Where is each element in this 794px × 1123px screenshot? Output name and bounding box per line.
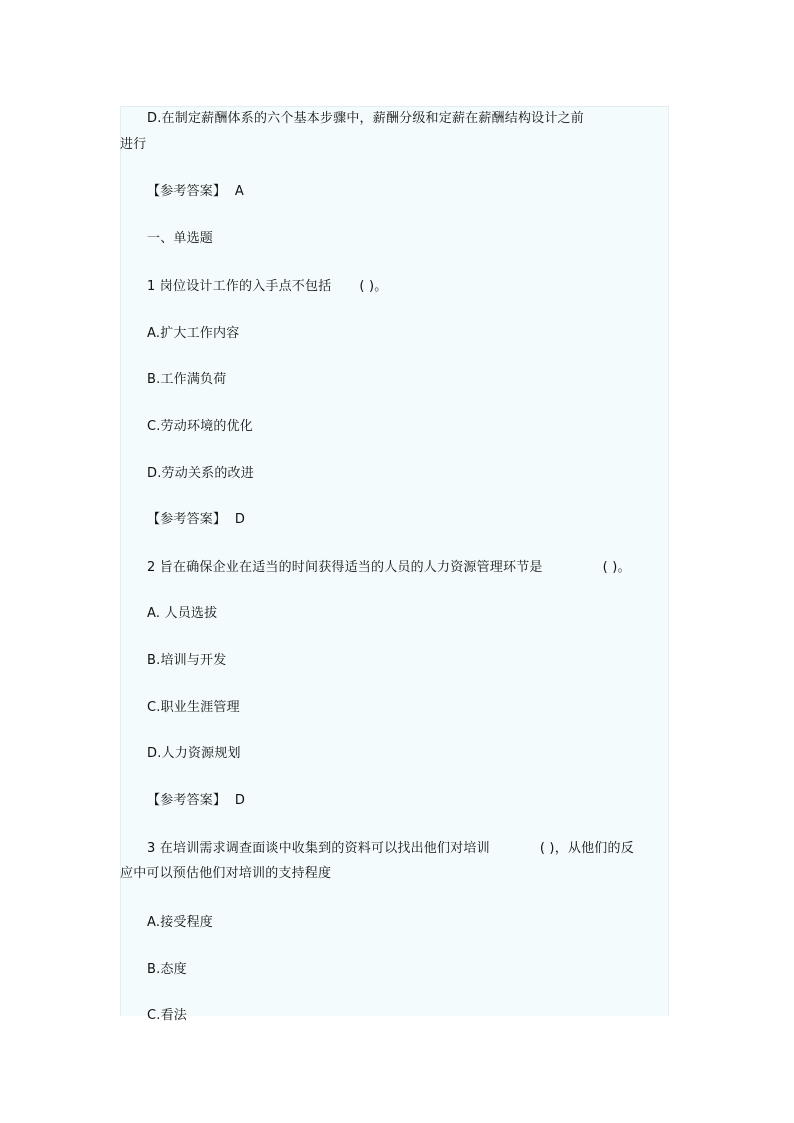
- question-2-text: 2 旨在确保企业在适当的时间获得适当的人员的人力资源管理环节是: [147, 560, 543, 575]
- reference-answer: 【参考答案】 D: [147, 512, 246, 527]
- question-1-option-a: A.扩大工作内容: [147, 326, 240, 341]
- question-1-option-b: B.工作满负荷: [147, 372, 227, 387]
- question-2-option-b: B.培训与开发: [147, 653, 227, 668]
- question-1-option-c: C.劳动环境的优化: [147, 419, 254, 434]
- reference-answer: 【参考答案】 A: [147, 184, 244, 199]
- question-1-option-d: D.劳动关系的改进: [147, 466, 254, 481]
- option-d-continuation: 进行: [120, 137, 147, 152]
- question-1-stem: [147, 279, 387, 295]
- option-d-line: D.在制定薪酬体系的六个基本步骤中，薪酬分级和定薪在薪酬结构设计之前: [147, 111, 584, 126]
- question-2-option-c: C.职业生涯管理: [147, 700, 240, 715]
- question-2-stem: [147, 560, 631, 576]
- question-2-option-a: A. 人员选拔: [147, 606, 218, 621]
- question-3-option-b: B.态度: [147, 962, 187, 977]
- question-3-blank: ( )，从他们的反: [539, 841, 634, 856]
- question-3-option-a: A.接受程度: [147, 915, 213, 930]
- question-3-text: 3 在培训需求调查面谈中收集到的资料可以找出他们对培训: [147, 841, 490, 856]
- question-1-blank: ( )。: [359, 279, 388, 294]
- question-2-option-d: D.人力资源规划: [147, 746, 241, 761]
- question-1-text: 1 岗位设计工作的入手点不包括: [147, 279, 332, 294]
- question-3-stem: [147, 841, 634, 857]
- question-3-option-c: C.看法: [147, 1008, 188, 1023]
- question-2-blank: ( )。: [602, 560, 631, 575]
- question-3-continuation: 应中可以预估他们对培训的支持程度: [120, 866, 332, 881]
- section-heading: 一、单选题: [147, 231, 214, 246]
- reference-answer: 【参考答案】 D: [147, 793, 246, 808]
